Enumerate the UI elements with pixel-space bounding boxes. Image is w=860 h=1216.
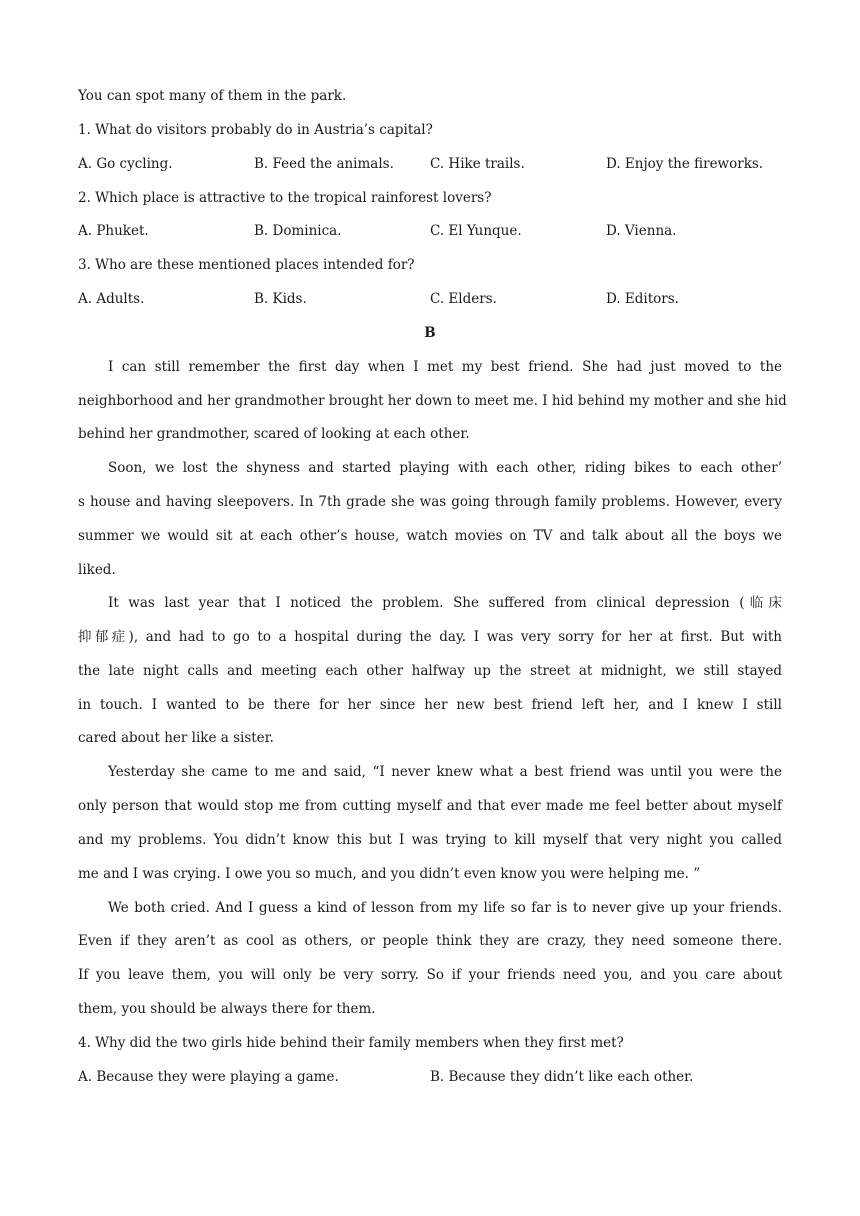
question-2-options	[78, 221, 782, 241]
passage-line: Soon, we lost the shyness and started playing with each other, riding bikes to each other’	[108, 460, 782, 476]
option-a: A. Because they were playing a game.	[78, 1069, 339, 1085]
option-a: A. Go cycling.	[78, 156, 173, 172]
option-b: B. Dominica.	[254, 223, 342, 239]
option-d: D. Enjoy the fireworks.	[606, 156, 764, 172]
option-c: C. Elders.	[430, 291, 497, 307]
option-b: B. Feed the animals.	[254, 156, 394, 172]
passage-line: them, you should be always there for them.	[78, 1001, 376, 1017]
section-b-heading: B	[424, 325, 436, 341]
passage-line: 抑郁症), and had to go to a hospital during the day. I was very sorry for her at first. But with	[78, 629, 782, 645]
option-a: A. Phuket.	[78, 223, 149, 239]
option-a: A. Adults.	[78, 291, 145, 307]
passage-line: It was last year that I noticed the problem. She suffered from clinical depression (临床	[108, 595, 782, 611]
passage-line: We both cried. And I guess a kind of lesson from my life so far is to never give up your friends.	[108, 900, 782, 916]
passage-line: cared about her like a sister.	[78, 730, 274, 746]
passage-line: and my problems. You didn’t know this but I was trying to kill myself that very night you called	[78, 832, 782, 848]
passage-line: behind her grandmother, scared of looking at each other.	[78, 426, 470, 442]
passage-line: s house and having sleepovers. In 7th grade she was going through family problems. However, every	[78, 494, 782, 510]
option-b: B. Because they didn’t like each other.	[430, 1069, 694, 1085]
passage-line: Yesterday she came to me and said, “I never knew what a best friend was until you were the	[108, 764, 782, 780]
question-1-options	[78, 154, 782, 174]
passage-line: neighborhood and her grandmother brought her down to meet me. I hid behind my mother and she hid	[78, 393, 787, 409]
option-d: D. Editors.	[606, 291, 679, 307]
option-c: C. Hike trails.	[430, 156, 525, 172]
question-4: 4. Why did the two girls hide behind their family members when they first met?	[78, 1035, 624, 1051]
question-4-options	[78, 1067, 782, 1087]
option-c: C. El Yunque.	[430, 223, 522, 239]
question-2: 2. Which place is attractive to the tropical rainforest lovers?	[78, 190, 492, 206]
option-d: D. Vienna.	[606, 223, 677, 239]
passage-line: only person that would stop me from cutting myself and that ever made me feel better about myself	[78, 798, 782, 814]
passage-line: If you leave them, you will only be very sorry. So if your friends need you, and you care about	[78, 967, 782, 983]
question-1: 1. What do visitors probably do in Austria’s capital?	[78, 122, 433, 138]
option-b: B. Kids.	[254, 291, 307, 307]
passage-line: liked.	[78, 562, 116, 578]
question-3: 3. Who are these mentioned places intended for?	[78, 257, 415, 273]
passage-line: the late night calls and meeting each other halfway up the street at midnight, we still stayed	[78, 663, 782, 679]
passage-line: Even if they aren’t as cool as others, or people think they are crazy, they need someone there.	[78, 933, 782, 949]
passage-line: summer we would sit at each other’s house, watch movies on TV and talk about all the boys we	[78, 528, 782, 544]
question-3-options	[78, 289, 782, 309]
passage-line: me and I was crying. I owe you so much, and you didn’t even know you were helping me. ”	[78, 866, 701, 882]
passage-line: I can still remember the first day when I met my best friend. She had just moved to the	[108, 359, 782, 375]
intro-line: You can spot many of them in the park.	[78, 88, 347, 104]
passage-line: in touch. I wanted to be there for her since her new best friend left her, and I knew I still	[78, 697, 782, 713]
